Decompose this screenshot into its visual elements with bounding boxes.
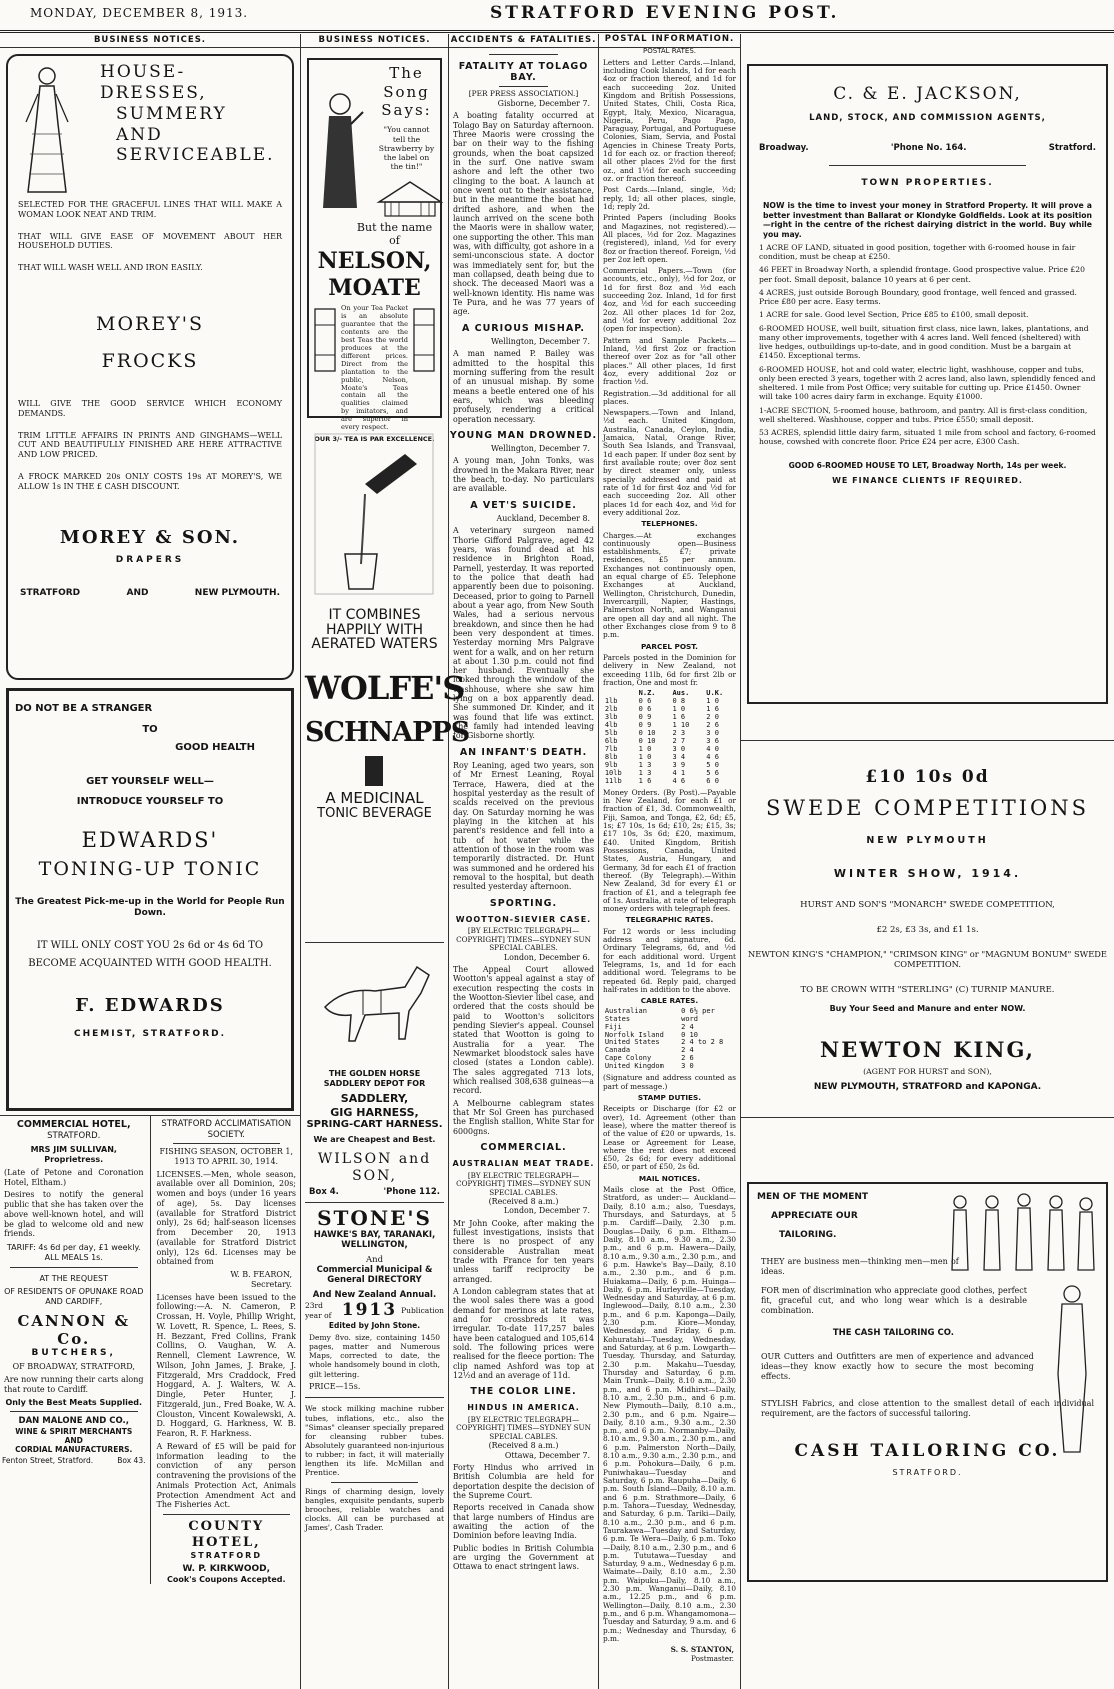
news-source: [BY ELECTRIC TELEGRAPH—COPYRIGHT] TIMES—SYDNEY SUN SPECIAL CABLES. <box>456 1170 591 1197</box>
parcel-table-cell: 5 6 <box>706 768 719 777</box>
cash-line: MEN OF THE MOMENT <box>757 1192 869 1202</box>
schnapps-bottle-pour-illustration <box>305 424 443 604</box>
parcel-table-cell: 1 6 <box>706 705 719 714</box>
postal-section-head: MAIL NOTICES. <box>638 1173 701 1183</box>
parcel-table-cell: 1 6 <box>638 776 652 785</box>
stones-directory-advert <box>305 1202 444 1392</box>
postal-printed: Printed Papers (including Books and Magazines, not registered).—All places, ½d for 2oz. Magazines (registered), inland, ½d for every 8oz or fraction thereof. Foreign, ½d per 2oz left open. <box>603 213 736 264</box>
lady-drinking-tea-illustration <box>313 90 367 210</box>
cannon-meats: Only the Best Meats Supplied. <box>5 1397 143 1407</box>
news-headline: FATALITY AT TOLAGO BAY. <box>458 61 589 84</box>
cable-table-cell: 3 0 <box>681 1062 694 1071</box>
parcel-table-cell: 9lb <box>604 760 618 769</box>
news-body: Mr John Cooke, after making the fullest investigations, insists that there is no prospect of any considerable Australian meat trade with France for ten years unless tariff reciprocity be arranged. <box>453 1218 594 1284</box>
acclimatisation-signature: W. B. FEARON, <box>230 1270 292 1280</box>
postal-section-head: TELEPHONES. <box>641 519 698 529</box>
parcel-table-cell: 1 0 <box>706 697 719 706</box>
news-dateline: Gisborne, December 7. <box>497 99 590 109</box>
cannon-address: OF BROADWAY, STRATFORD, <box>12 1362 135 1372</box>
cannon-trade: BUTCHERS, <box>31 1348 116 1359</box>
swede-place: NEW PLYMOUTH <box>866 835 989 847</box>
news-body: A man named P. Bailey was admitted to the hospital this morning suffering from the result of an unusual mishap. By some means a beetle entered one of his ears, which was bleeding profusely, rendering a critical operation necessary. <box>453 349 594 424</box>
golden-horse-advert <box>305 942 444 1197</box>
news-headline: COMMERCIAL. <box>480 1141 567 1153</box>
parcel-table-cell: 4lb <box>604 721 618 730</box>
commercial-hotel-tariff: TARIFF: 4s 6d per day, £1 weekly. <box>6 1243 141 1253</box>
nelson-but: But the name of <box>356 220 433 248</box>
jackson-town: Stratford. <box>1048 143 1096 154</box>
bungalow-illustration <box>377 180 443 218</box>
news-source: [PER PRESS ASSOCIATION.] <box>468 89 579 99</box>
news-headline: A VET'S SUICIDE. <box>470 499 577 511</box>
cable-table-cell: Norfolk Island <box>604 1030 664 1039</box>
edwards-line: GET YOURSELF WELL— <box>86 775 214 787</box>
county-hotel-proprietor: W. P. KIRKWOOD, <box>182 1563 271 1574</box>
golden-horse-claim: We are Cheapest and Best. <box>313 1135 436 1145</box>
postal-telegraphic: For 12 words or less including address and signature, 6d. Ordinary Telegrams, 6d, and ½d for each additional word. Urgent Telegrams, 1s, and 1d for each additional word. Telegrams to be repeated 6d. Reply paid, charged half-rates in addition to the above. <box>603 926 736 994</box>
gentlemen-group-illustration <box>940 1190 1100 1276</box>
news-body: Roy Leaning, aged two years, son of Mr Ernest Leaning, Royal Terrace, Hawera, died at the hospital yesterday as the result of scalds received on the previous day. On Saturday morning he was playing in the kitchen at his parent's residence and fell into a tub of hot water while the attention of those in the room was temporarily distracted. Dr. Hunt was summoned and he ordered his removal to the hospital, but death resulted yesterday afternoon. <box>453 760 594 892</box>
wolfe-brand-1: WOLFE'S <box>305 668 465 707</box>
malone-box: Box 43. <box>117 1456 146 1466</box>
wolfe-slogan-3: AERATED WATERS <box>311 636 438 653</box>
jackson-property-item: 6-ROOMED HOUSE, hot and cold water, electric light, washhouse, copper and tubs, only been erected 3 years, together with 2 acres land, also lawn, splendidly fenced and sheltered. 1 mile from Post Office; very suitable for cutting up. Price £1450. Owner will take 100 acres dairy farm in exchange. Equity £1000. <box>759 364 1096 402</box>
wolfe-slogan-5: TONIC BEVERAGE <box>317 806 432 822</box>
swede-prize: £10 10s 0d <box>865 767 990 787</box>
commercial-hotel-place: STRATFORD. <box>47 1130 101 1141</box>
parcel-table-cell: 3 6 <box>706 736 719 745</box>
postal-parcel: Parcels posted in the Dominion for delivery in New Zealand, not exceeding 11lb, 6d for first 2lb or fraction, One and most fr. <box>603 652 736 687</box>
parcel-table-cell: 0 10 <box>638 729 656 737</box>
golden-horse-phone: 'Phone 112. <box>383 1187 440 1198</box>
postal-section-head: POSTAL RATES. <box>642 46 696 55</box>
swede-line: £2 2s, £3 3s, and £1 1s. <box>876 924 979 935</box>
stones-and: And <box>365 1254 384 1265</box>
column-3 <box>449 34 598 1689</box>
parcel-table-cell: 7lb <box>604 744 618 753</box>
parcel-table-cell: 4 6 <box>706 752 719 761</box>
county-hotel-name: COUNTY HOTEL, <box>188 1519 265 1550</box>
parcel-table-cell: 1 0 <box>638 744 652 753</box>
parcel-table-cell: 1 0 <box>638 752 652 761</box>
wolfe-brand-2: SCHNAPPS <box>305 717 470 749</box>
news-dateline: Ottawa, December 7. <box>504 1450 590 1460</box>
gentleman-figure-illustration <box>1050 1284 1094 1454</box>
acclimatisation-secretary: Secretary. <box>250 1279 292 1289</box>
news-body: A young man, John Tonks, was drowned in the Makara River, near the beach, to-day. No particulars are available. <box>453 456 594 494</box>
news-body: A London cablegram states that at the wool sales there was a good demand for merinos at late rates, and for crossbreds it was irregular. To-date 117,257 bales have been catalogued and 105,614 sold. The following prices were realised for the fleece portion: The clip named Ashford was top at 12½d and an average of 11d. <box>453 1286 594 1380</box>
news-received: (Received 8 a.m.) <box>488 1197 559 1206</box>
news-headline: HINDUS IN AMERICA. <box>467 1403 580 1413</box>
stones-editor: Edited by John Stone. <box>328 1320 421 1330</box>
news-headline: A CURIOUS MISHAP. <box>461 322 586 334</box>
cable-table-cell: 2 4 to 2 8 <box>681 1038 724 1047</box>
malone-address: Fenton Street, Stratford. <box>2 1456 94 1466</box>
column-2 <box>301 34 470 1689</box>
stones-price: PRICE—15s. <box>309 1381 361 1391</box>
parcel-table-cell: 1 0 <box>672 705 686 714</box>
commercial-hotel-meals: ALL MEALS 1s. <box>44 1252 103 1262</box>
wolfe-slogan-2: HAPPILY WITH <box>325 621 424 638</box>
commercial-hotel-body: Desires to notify the general public that she has taken over the above well-known hotel, and will be glad to welcome old and new friends. <box>4 1190 144 1239</box>
news-headline: AN INFANT'S DEATH. <box>459 746 588 758</box>
morey-heading-2: SUMMERY <box>116 103 227 124</box>
cash-line: TAILORING. <box>779 1229 837 1240</box>
morey-advert <box>6 54 294 680</box>
parcel-table-cell: 3 0 <box>706 729 719 737</box>
cable-rate-table <box>602 1008 737 1072</box>
malone-trade: WINE & SPIRIT MERCHANTS <box>15 1426 133 1436</box>
postal-stamp-duties: Receipts or Discharge (for £2 or over), 1d. Agreement (other than lease), where the matter thereof is of the value of £20 or upwards, 1s. Lease or Agreement for Lease, where the rent does not exceed £50, 2s 6d; for every additional £50, or part of £50, 2s 6d. <box>603 1104 736 1172</box>
morey-location: NEW PLYMOUTH. <box>194 588 280 599</box>
rings-notice: Rings of charming design, lovely bangles, exquisite pendants, superb brooches, reliable watches and clocks. All can be purchased at James', Cash Trader. <box>305 1486 444 1533</box>
morey-line: WILL GIVE THE GOOD SERVICE WHICH ECONOMY DEMANDS. <box>18 399 282 418</box>
jackson-property-item: 1 ACRE for sale. Good level Section, Price £85 to £100, small deposit. <box>759 310 1029 320</box>
acclimatisation-licenses: LICENSES.—Men, whole season, available over all Dominion, 20s; women and boys (under 16 years of age), 5s. Day licenses (available for Stratford District only), 2s 6d; half-season licenses from December 20, 1913 (available for Stratford District only), 12s 6d. Licenses may be obtained from <box>156 1169 296 1267</box>
swede-line: TO BE CROWN WITH "STERLING" (C) TURNIP MANURE. <box>800 985 1055 996</box>
cash-line: APPRECIATE OUR <box>771 1210 858 1221</box>
jackson-phone: 'Phone No. 164. <box>890 143 967 154</box>
postal-newspapers: Newspapers.—Town and Inland, ½d each. United Kingdom, Australia, Canada, Ceylon, India, Jamaica, Natal, Orange River, South Sea Islands, and Transvaal, 1d each paper. If under 8oz sent by first available route; over 8oz sent by direct steamer only, unless specially addressed and paid at rate of 1d for first 4oz and ½d for each succeeding 2oz. All other places 1d for each 4oz, and ½d for every additional 2oz. <box>603 408 736 517</box>
parcel-table-cell: 2lb <box>604 705 618 714</box>
news-dateline: London, December 7. <box>503 1206 590 1216</box>
cash-company: THE CASH TAILORING CO. <box>832 1327 954 1338</box>
county-hotel-place: STRATFORD <box>190 1550 262 1560</box>
nelson-guarantee: On your Tea Packet is an absolute guarantee that the contents are the best Teas the world produces at the different prices. Direct from the plantation to the public, Nelson, Moate's Teas contain all the qualities claimed by imitators, and are superior in every respect. <box>341 304 408 432</box>
postal-telephones: Charges.—At exchanges continuously open—Business establishments, £7; private residences, £5 per annum. Exchanges not continuously open, an equal charge of £5. Telephone Exchanges at Auckland, Wellington, Christchurch, Dunedin, Invercargill, Napier, Hastings, Palmerston North, and Wanganui are open all day and all night. The other Exchanges close from 9 to 8 p.m. <box>603 530 736 640</box>
tea-packet-icon <box>412 305 436 375</box>
parcel-table-cell: 3 9 <box>672 760 686 769</box>
commercial-hotel-title: COMMERCIAL HOTEL, <box>16 1119 131 1131</box>
parcel-rate-table <box>602 690 737 786</box>
cable-table-cell: 0 6½ per word <box>681 1006 715 1023</box>
edwards-line: The Greatest Pick-me-up in the World for People Run Down. <box>15 897 285 919</box>
postal-section-head: CABLE RATES. <box>640 996 699 1006</box>
news-source: [BY ELECTRIC TELEGRAPH—COPYRIGHT] TIMES—SYDNEY SUN SPECIAL CABLES. <box>456 926 591 953</box>
news-headline: YOUNG MAN DROWNED. <box>449 429 598 441</box>
parcel-table-cell: 0 8 <box>672 697 686 706</box>
swede-title: SWEDE COMPETITIONS <box>766 795 1089 820</box>
cable-table-cell: 2 4 <box>681 1022 694 1031</box>
cable-table-cell: Fiji <box>604 1022 622 1031</box>
news-headline: AUSTRALIAN MEAT TRADE. <box>452 1159 595 1169</box>
edwards-line: GOOD HEALTH <box>175 741 255 753</box>
milking-machine-notice: We stock milking machine rubber tubes, inflations, etc., also the "Simas" cleanser specially prepared for cleansing rubber tubes. Absolutely guaranteed non-injurious to rubber; in fact, it will materially lengthen its life. McMillan and Prentice. <box>305 1404 444 1478</box>
cannon-body: Are now running their carts along that route to Cardiff. <box>4 1375 144 1394</box>
masthead <box>0 0 1114 33</box>
cash-paragraph: STYLISH Fabrics, and close attention to the smallest detail of each individual requirement, are the factors of successful tailoring. <box>761 1399 1094 1419</box>
news-dateline: London, December 6. <box>503 952 590 962</box>
newton-king-locations: NEW PLYMOUTH, STRATFORD and KAPONGA. <box>813 1082 1042 1093</box>
parcel-table-cell: 6lb <box>604 736 618 745</box>
cable-table-cell: 2 6 <box>681 1054 694 1063</box>
morey-location: STRATFORD <box>20 588 81 599</box>
golden-horse-title: THE GOLDEN HORSE SADDLERY DEPOT FOR <box>323 1068 426 1088</box>
golden-horse-box: Box 4. <box>309 1187 339 1198</box>
column-5 <box>741 34 1114 1689</box>
stones-name: STONE'S <box>317 1205 432 1230</box>
parcel-table-header: Aus. <box>672 689 690 698</box>
column-1 <box>0 34 300 1689</box>
news-body: A veterinary surgeon named Thorie Gifford Palgrave, aged 42 years, was found dead at his residence in Brighton Road, Parnell, yesterday. It was reported to the police that death had apparently been due to poisoning. Deceased, prior to going to Parnell about a year ago, from New South Wales, had a serious nervous breakdown, and since then he had been very despondent at times. Yesterday morning Mrs Palgrave went for a walk, and on her return at about 1.30 p.m. could not find her husband. Eventually she looked through the window of the washhouse, where she saw him lying on a box apparently dead. She summoned Dr. Kinder, and it was found that life was extinct. The family had intended leaving for Gisborne shortly. <box>453 526 594 741</box>
postal-commercial: Commercial Papers.—Town (for accounts, etc., only), ½d for 2oz, or 1d for first 8oz and ½d each succeeding 2oz. Inland, 1d for first 4oz, and ½d for each succeeding 2oz. All other places 1d for 2oz, and ½d for every additional 2oz (open for inspection). <box>603 266 736 334</box>
wolfes-schnapps-advert <box>305 424 470 936</box>
morey-and: AND <box>126 588 149 599</box>
postal-postcards: Post Cards.—Inland, single, ½d; reply, 1d; all other places, single, 1d; reply 2d. <box>603 185 736 211</box>
newspaper-title: STRATFORD EVENING POST. <box>490 3 840 23</box>
acclimatisation-reward: A Reward of £5 will be paid for information leading to the conviction of any person contravening the provisions of the Animals Protection Act, Animals Protection Amendment Act and The Fisheries Act. <box>156 1441 296 1510</box>
swede-line: HURST AND SON'S "MONARCH" SWEDE COMPETITION, <box>800 900 1055 911</box>
parcel-table-cell: 1 3 <box>638 760 652 769</box>
morey-heading-1: HOUSE-DRESSES, <box>100 62 207 104</box>
parcel-table-cell: 8lb <box>604 752 618 761</box>
morey-trade: DRAPERS <box>115 555 185 566</box>
issue-date: MONDAY, DECEMBER 8, 1913. <box>30 6 249 20</box>
parcel-table-cell: 2 0 <box>706 713 719 722</box>
jackson-property-item: 4 ACRES, just outside Borough Boundary, good frontage, well fenced and grassed. Price £80 per acre. Easy terms. <box>759 287 1077 307</box>
stones-year-post: Publication <box>401 1305 444 1315</box>
parcel-table-cell: 1 6 <box>672 713 686 722</box>
cable-table-cell: Canada <box>604 1046 631 1055</box>
news-received: (Received 8 a.m.) <box>488 1441 559 1451</box>
jackson-let: GOOD 6-ROOMED HOUSE TO LET, Broadway North, 14s per week. <box>788 460 1067 470</box>
stones-year-pre: 23rd year of <box>305 1301 332 1320</box>
tea-packet-icon <box>313 305 337 375</box>
acclimatisation-title: STRATFORD ACCLIMATISATION SOCIETY. <box>161 1119 292 1140</box>
parcel-table-cell: 0 6 <box>638 697 652 706</box>
nelson-quote: "You cannot tell the Strawberry by the label on the tin!" <box>378 125 435 172</box>
stones-directory: Commercial Municipal & General DIRECTORY <box>316 1265 433 1286</box>
nelson-brand-2: MOATE <box>328 274 421 301</box>
golden-horse-firm: WILSON and SON, <box>317 1151 432 1185</box>
golden-horse-item: GIG HARNESS, <box>330 1105 419 1119</box>
column-head: BUSINESS NOTICES. <box>301 34 448 48</box>
news-headline: WOOTTON-SIEVIER CASE. <box>455 914 592 924</box>
cash-paragraph: THEY are business men—thinking men—men of ideas. <box>761 1256 959 1276</box>
parcel-table-cell: 4 0 <box>706 744 719 753</box>
morey-heading-3: AND <box>116 124 163 145</box>
parcel-table-cell: 1 10 <box>672 721 690 730</box>
parcel-table-header: U.K. <box>706 689 724 698</box>
cash-paragraph: FOR men of discrimination who appreciate good clothes, perfect fit, graceful cut, and who long wear which is a desirable combination. <box>761 1286 1027 1315</box>
news-dateline: Auckland, December 8. <box>496 513 590 523</box>
edwards-line: INTRODUCE YOURSELF TO <box>76 796 224 808</box>
jackson-advert <box>747 64 1108 704</box>
acclimatisation-issued: Licenses have been issued to the following:—A. N. Cameron, P. Crossan, H. Voyle, Phillip Wright, W. Lovett, R. Spence, L. Rees, S. H. Bezzant, Fred Collins, Frank Collins, O. Vaughan, W. A. Rennell, Clement Lawrence, W. Wilson, John James, J. Brake, J. Fitzgerald, Mrs Craddock, Fred Hoggard, A. J. Walters, W. A. Dingle, Peter Hunter, J. Fitzgerald, jun., Fred Boake, W. A. Clouston, Vincent Kowalewski, A. D. Hoggard, G. Harkness, W. B. Fearon, R. F. Harkness. <box>156 1292 296 1439</box>
news-source: [BY ELECTRIC TELEGRAPH—COPYRIGHT] TIMES—SYDNEY SUN SPECIAL CABLES. <box>456 1414 591 1441</box>
column-head: BUSINESS NOTICES. <box>0 34 300 48</box>
morey-heading-4: SERVICEABLE. <box>116 145 275 166</box>
bottle-icon <box>305 754 443 788</box>
jackson-property-item: 1-ACRE SECTION, 5-roomed house, bathroom, and pantry. All is first-class condition, well sheltered. Washhouse, copper and tubs. Price £550; small deposit. <box>759 405 1088 424</box>
morey-line: A FROCK MARKED 20s ONLY COSTS 19s AT MOREY'S, WE ALLOW 1s IN THE £ CASH DISCOUNT. <box>18 471 282 491</box>
column-head: POSTAL INFORMATION. <box>599 34 740 48</box>
cable-table-cell: 2 4 <box>681 1046 694 1055</box>
parcel-table-cell: 0 6 <box>638 705 652 714</box>
golden-horse-item: SADDLERY, <box>340 1092 409 1106</box>
morey-firm: MOREY & SON. <box>59 527 241 549</box>
postal-registration: Registration.—3d additional for all places. <box>603 388 736 406</box>
morey-line: TRIM LITTLE AFFAIRS IN PRINTS AND GINGHAMS—WELL CUT AND BEAUTIFULLY FINISHED ARE HERE ATTRACTIVE AND LOW PRICED. <box>18 430 282 460</box>
wolfe-slogan-1: IT COMBINES <box>328 606 421 623</box>
jackson-intro: NOW is the time to invest your money in Stratford Property. It will prove a better investment than Ballarat or Klondyke Goldfields. Look at its position—right in the centre of the richest dairying district in the world. Buy while you may. <box>763 201 1092 239</box>
parcel-table-cell: 6 0 <box>706 776 719 785</box>
cable-table-cell: United States <box>604 1038 660 1047</box>
jackson-property-list <box>759 243 1096 447</box>
postal-section-head: TELEGRAPHIC RATES. <box>625 915 714 925</box>
edwards-name: EDWARDS' <box>81 828 219 853</box>
commercial-hotel-proprietor: MRS JIM SULLIVAN, Proprietress. <box>30 1145 117 1165</box>
golden-horse-item: SPRING-CART HARNESS. <box>306 1119 443 1131</box>
edwards-line: TO <box>142 723 158 735</box>
parcel-table-cell: 1 3 <box>638 768 652 777</box>
cash-paragraph: OUR Cutters and Outfitters are men of experience and advanced ideas—they know exactly how to secure the most becoming effects. <box>761 1352 1034 1381</box>
parcel-table-cell: 3lb <box>604 713 618 722</box>
cable-table-cell: 0 10 <box>681 1030 698 1039</box>
news-dateline: Wellington, December 7. <box>491 444 590 454</box>
swede-line: Buy Your Seed and Manure and enter NOW. <box>829 1003 1026 1013</box>
postal-cable-note: (Signature and address counted as part of message.) <box>603 1073 736 1091</box>
postal-mail-notices: Mails close at the Post Office, Stratford, as under:— Auckland—Daily, 8.10 a.m.; also, Tuesdays, Thursdays, and Saturdays, at 5 p.m. Cardiff—Daily, 2.30 p.m. Douglas—Daily, 6 p.m. Eltham—Daily, 8.10 a.m., 9.30 a.m., 2.30 p.m., and 6 p.m. Hawera—Daily, 8.10 a.m., 9.30 a.m., 2.30 p.m., and 6 p.m. Hawke's Bay—Daily, 8.10 a.m., 2.30 p.m., and 6 p.m. Huiakama—Daily, 6 p.m. Huinga—Daily, 6 p.m. Hurleyville—Tuesday, Wednesday and Saturday, at 6 p.m. Inglewood—Daily, 8.10 a.m., 2.30 p.m., and 6 p.m. Kaponga—Daily, 2.30 p.m. Kiore—Monday, Wednesday, and Friday, 6 p.m. Kohuratahi—Tuesday, Wednesday, and Saturday, at 6 p.m. Lowgarth—Tuesday, Thursday, and Saturday, 2.30 p.m. Makahu—Tuesday, Thursday and Saturday, 6 p.m. Main Trunk—Daily, 8.10 a.m., 2.30 p.m., and 6 p.m. Midhirst—Daily, 8.10 a.m., 2.30 p.m., and 6 p.m. New Plymouth—Daily, 8.10 a.m., 2.30 p.m., and 6 p.m. Ngaire—Daily, 8.10 a.m., 9.30 a.m., 2.30 p.m., and 6 p.m. Normanby—Daily, 8.10 a.m., 9.30 a.m., 2.30 p.m., and 6 p.m. Palmerston North—Daily, 8.10 a.m., 9.30 a.m., 2.30 p.m., and 6 p.m. Pohokura—Daily, 6 p.m. Puniwhakau—Tuesday and Saturday, 6 p.m. Raupuha—Daily, 6 p.m. South Island—Daily, 8.10 a.m. and 6 p.m. Strathmore—Daily, 6 p.m. Tahora—Tuesday, Wednesday, and Saturday, 6 p.m. Tariki—Daily, 8.10 a.m., 2.30 p.m., and 6 p.m. Taurakawa—Tuesday and Saturday, 6 p.m. Te Wera—Daily, 6 p.m. Toko—Daily, 8.10 a.m., 2.30 p.m., and 6 p.m. Tututawa—Tuesday and Saturday, 9 a.m., Wednesday 6 p.m. Waimate—Daily, 8.10 a.m., 2.30 p.m. Waipuku—Daily, 8.10 a.m., 2.30 p.m. Wanganui—Daily, 8.10 a.m., 12.25 p.m., and 6 p.m. Wellington—Daily, 8.10 a.m., 2.30 p.m., and 6 p.m. Whangamomona—Tuesday and Saturday, 9 a.m. and 6 p.m.; Wednesday and Thursday, 6 p.m. <box>603 1185 736 1643</box>
newton-king-name: NEWTON KING, <box>820 1037 1035 1063</box>
news-dateline: Wellington, December 7. <box>491 336 590 346</box>
news-headline: THE COLOR LINE. <box>470 1386 577 1398</box>
parcel-table-cell: 0 10 <box>638 736 656 745</box>
nelson-song-2: Says: <box>381 100 432 119</box>
parcel-table-cell: 4 6 <box>672 776 686 785</box>
parcel-table-row <box>602 778 737 786</box>
parcel-table-cell: 10lb <box>604 768 622 777</box>
parcel-table-cell: 3 4 <box>672 752 686 761</box>
cash-place: STRATFORD. <box>892 1467 963 1477</box>
postal-money-orders: Money Orders. (By Post).—Payable in New Zealand, for each £1 or fraction of £1, 3d. Commonwealth, Fiji, Samoa, and Tonga, £2, 6d; £5, 1s; £7 10s, 1s 6d; £10, 2s; £15, 3s; £17 10s, 3s 6d; £20, maximum, £40. United Kingdom, British Possessions, Canada, United States, Austria, Hungary, and Germany, 3d for each £1 of fraction thereof. (By Telegraph).—Within New Zealand, 3d for every £1 or fraction of £1, and a telegraph fee of 1s. Australia, at rate of telegraph money orders with telegraph fees. <box>603 787 736 914</box>
morey-brand-2: FROCKS <box>101 349 199 372</box>
news-body: Forty Hindus who arrived in British Columbia are held for deportation despite the decision of the Supreme Court. <box>453 1462 594 1500</box>
jackson-property-item: 1 ACRE OF LAND, situated in good position, together with 6-roomed house in fair condition, must be cheap at £250. <box>759 242 1076 262</box>
column-4 <box>599 34 740 1689</box>
cash-tailoring-advert <box>747 1182 1108 1582</box>
parcel-table-header: N.Z. <box>638 689 656 698</box>
edwards-name: TONING-UP TONIC <box>38 857 262 880</box>
parcel-table-cell: 3 0 <box>672 744 686 753</box>
postal-signature: S. S. STANTON, <box>670 1645 734 1655</box>
jackson-address: Broadway. <box>759 143 809 154</box>
news-headline: SPORTING. <box>489 897 558 909</box>
parcel-table-cell: 1lb <box>604 697 618 706</box>
postal-letters: Letters and Letter Cards.—Inland, including Cook Islands, 1d for each 4oz or fraction thereof, and 1d for each succeeding 2oz. United Kingdom and British Possessions, United States, Chili, Costa Rica, Egypt, Italy, Mexico, Nicaragua, Nigeria, Peru, Pago Pago, Paraguay, Portugal, and Portuguese Colonies, Siam, Servia, and Postal Agencies in Chinese Treaty Ports, 1d for each oz. or fraction thereof; all other places 2½d for the first oz., and 1½d for each succeeding oz. or fraction thereof. <box>603 57 736 184</box>
horse-illustration <box>305 947 443 1065</box>
stones-year: 1913 <box>341 1300 398 1321</box>
jackson-name: C. & E. JACKSON, <box>833 84 1022 104</box>
cash-name: CASH TAILORING CO. <box>794 1440 1061 1461</box>
lady-figure-illustration <box>18 64 76 194</box>
parcel-table-cell: 11lb <box>604 776 622 785</box>
jackson-property-item: 46 FEET in Broadway North, a splendid frontage. Good prospective value. Price £20 per foot. Small deposit, balance 10 years at 6 per cent. <box>759 265 1085 284</box>
cable-table-row <box>602 1063 737 1071</box>
news-body: A boating fatality occurred at Tolago Bay on Saturday afternoon. Three Maoris were crossing the bar on their way to the fishing grounds, when the boat capsized in the surf. One native swam ashore and left the other two clinging to the boat. A launch at once went out to their assistance, but in the meantime the boat had drifted ashore, and when the launch arrived on the scene both the Maoris were in shallow water, one supporting the other. This man was, with difficulty, got ashore in a semi-unconscious state. A doctor was immediately sent for, but the man collapsed, death being due to shock. The deceased Maori was a well-known identity. His name was Te Pura, and he was 77 years of age. <box>453 111 594 317</box>
parcel-table-cell: 2 7 <box>672 736 686 745</box>
news-body: Reports received in Canada show that large numbers of Hindus are awaiting the action of the Dominion before leaving India. <box>453 1503 594 1541</box>
nelson-foot: OUR 3/- TEA IS PAR EXCELLENCE. <box>314 434 435 443</box>
nelson-moate-advert <box>307 58 442 443</box>
parcel-table-cell: 5 0 <box>706 760 719 769</box>
cable-table-row <box>602 1008 737 1024</box>
parcel-table-cell: 2 6 <box>706 721 719 730</box>
parcel-table-cell: 4 1 <box>672 768 686 777</box>
morey-line: THAT WILL GIVE EASE OF MOVEMENT ABOUT HER HOUSEHOLD DUTIES. <box>18 231 282 251</box>
wolfe-slogan-4: A MEDICINAL <box>325 789 424 808</box>
commercial-hotel-late: (Late of Petone and Coronation Hotel, Eltham.) <box>4 1167 144 1187</box>
postal-section-head: STAMP DUTIES. <box>637 1092 702 1102</box>
cannon-of: OF RESIDENTS OF OPUNAKE ROAD AND CARDIFF, <box>4 1287 144 1307</box>
jackson-finance: WE FINANCE CLIENTS IF REQUIRED. <box>832 475 1023 485</box>
cannon-name: CANNON & Co. <box>17 1311 131 1349</box>
swede-show: WINTER SHOW, 1914. <box>833 866 1022 880</box>
parcel-table-cell: 0 9 <box>638 713 652 722</box>
morey-brand-1: MOREY'S <box>96 312 204 335</box>
cable-table-cell: United Kingdom <box>604 1062 664 1071</box>
county-hotel-coupons: Cook's Coupons Accepted. <box>166 1574 286 1584</box>
malone-and: AND <box>64 1435 83 1445</box>
postal-patterns: Pattern and Sample Packets.—Inland, ½d first 2oz or fraction thereof over 2oz as for "all other places." All other places, 1d first 4oz, every additional 2oz or fraction ½d. <box>603 335 736 387</box>
parcel-table-cell: 5lb <box>604 729 618 737</box>
stones-description: Demy 8vo. size, containing 1450 pages, matter and Numerous Maps, corrected to date, the whole handsomely bound in cloth, gilt lettering. <box>309 1333 440 1379</box>
malone-name: DAN MALONE AND CO., <box>18 1416 129 1427</box>
stones-locations: HAWKE'S BAY, TARANAKI, WELLINGTON, <box>313 1229 436 1251</box>
morey-line: THAT WILL WASH WELL AND IRON EASILY. <box>18 263 203 273</box>
jackson-property-item: 6-ROOMED HOUSE, well built, situation first class, nice lawn, lakes, plantations, and many other improvements, together with 4 acres land. Well fenced (sheltered) with live hedges, outbuildings up-to-date, and in good condition. Must be a bargain at £1450. Exceptional terms. <box>759 323 1089 361</box>
swede-line: NEWTON KING'S "CHAMPION," "CRIMSON KING" or "MAGNUM BONUM" SWEDE COMPETITION. <box>748 949 1107 970</box>
jackson-trade: LAND, STOCK, AND COMMISSION AGENTS, <box>809 112 1046 123</box>
cannon-request: AT THE REQUEST <box>39 1273 109 1283</box>
postal-section-head: PARCEL POST. <box>641 641 698 651</box>
edwards-firm: F. EDWARDS <box>75 995 225 1017</box>
edwards-line: DO NOT BE A STRANGER <box>15 703 153 715</box>
jackson-properties-head: TOWN PROPERTIES. <box>861 178 994 189</box>
news-body: A Melbourne cablegram states that Mr Sol Green has purchased the English stallion, White Star for 6000gns. <box>453 1098 594 1136</box>
newton-king-agent: (AGENT FOR HURST and SON), <box>863 1066 992 1076</box>
morey-line: SELECTED FOR THE GRACEFUL LINES THAT WILL MAKE A WOMAN LOOK NEAT AND TRIM. <box>18 200 282 219</box>
parcel-table-cell: 2 3 <box>672 729 686 737</box>
news-body: The Appeal Court allowed Wootton's appeal against a stay of execution respecting the costs in the Wootton-Sievier libel case, and ordered that the costs should be paid to Wootton's solicitors pending Sievier's appeal. Counsel stated that Wootton is going to Australia for a year. The Newmarket bloodstock sales have closed (states a London cable). The sales aggregated 713 lots, which realised 308,638 guineas—a record. <box>453 965 594 1096</box>
jackson-property-item: 53 ACRES, splendid little dairy farm, situated 1 mile from school and factory, 6-roomed house, cowshed with concrete floor. Price £24 per acre, £300 Cash. <box>759 428 1096 447</box>
nelson-brand-1: NELSON, <box>317 247 432 274</box>
parcel-table-cell: 0 9 <box>638 721 652 730</box>
edwards-trade: CHEMIST, STRATFORD. <box>73 1028 227 1039</box>
nelson-song-1: The Song <box>383 64 430 101</box>
malone-cordial: CORDIAL MANUFACTURERS. <box>15 1445 133 1454</box>
cable-table-cell: Australian States <box>604 1006 647 1023</box>
swede-competition-advert <box>741 740 1114 1118</box>
edwards-advert <box>6 688 294 1111</box>
edwards-line: IT WILL ONLY COST YOU 2s 6d or 4s 6d TO BECOME ACQUAINTED WITH GOOD HEALTH. <box>28 940 272 970</box>
stones-annual: And New Zealand Annual. <box>312 1289 437 1300</box>
postal-signature-title: Postmaster. <box>691 1653 734 1663</box>
column-head: ACCIDENTS & FATALITIES. <box>449 34 598 48</box>
cable-table-cell: Cape Colony <box>604 1054 652 1063</box>
acclimatisation-season: FISHING SEASON, OCTOBER 1, 1913 TO APRIL 30, 1914. <box>159 1147 293 1166</box>
news-body: Public bodies in British Columbia are urging the Government at Ottawa to enact stringent laws. <box>453 1543 594 1572</box>
